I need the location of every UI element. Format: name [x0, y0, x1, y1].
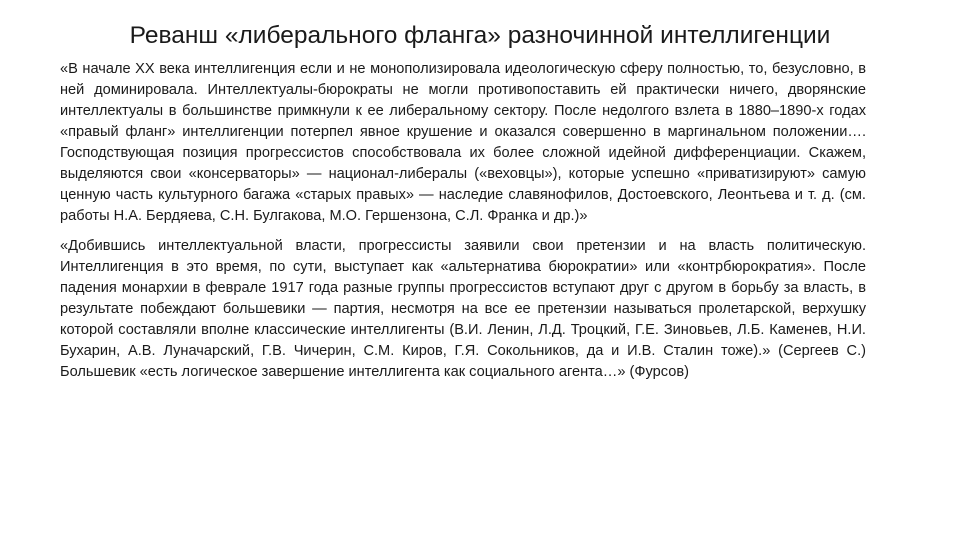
paragraph-2: «Добившись интеллектуальной власти, прогрессисты заявили свои претензии и на власть политическую. Интеллигенция в это время, по сути, выступает как «альтернатива бюрократии» или «контрбюрократия». После падения монархии в феврале 1917 года разные группы прогрессистов вступают друг с другом в борьбу за власть, в результате побеждают большевики — партия, несмотря на все ее претензии называться пролетарской, верхушку которой составляли вполне классические интеллигенты (В.И. Ленин, Л.Д. Троцкий, Г.Е. Зиновьев, Л.Б. Каменев, Н.И. Бухарин, А.В. Луначарский, Г.В. Чичерин, С.М. Киров, Г.Я. Сокольников, да и И.В. Сталин тоже).» (Сергеев С.) Большевик «есть логическое завершение интеллигента как социального агента…» (Фурсов): [60, 238, 866, 380]
slide-body: [60, 59, 866, 383]
slide-title: Реванш «либерального фланга» разночинной интеллигенции: [129, 22, 831, 49]
paragraph-1: «В начале XX века интеллигенция если и не монополизировала идеологическую сферу полностью, то, безусловно, в ней доминировала. Интеллектуалы-бюрократы не могли противопоставить ей практически ничего, дворянские интеллектуалы в большинстве примкнули к ее либеральному сектору. После недолгого взлета в 1880–1890-х годах «правый фланг» интеллигенции потерпел явное крушение и оказался совершенно в маргинальном положении…. Господствующая позиция прогрессистов способствовала их более сложной идейной дифференциации. Скажем, выделяются свои «консерваторы» — национал-либералы («веховцы»), которые успешно «приватизируют» самую ценную часть культурного багажа «старых правых» — наследие славянофилов, Достоевского, Леонтьева и т. д. (см. работы Н.А. Бердяева, С.Н. Булгакова, М.О. Гершензона, С.Л. Франка и др.)»: [60, 61, 866, 224]
